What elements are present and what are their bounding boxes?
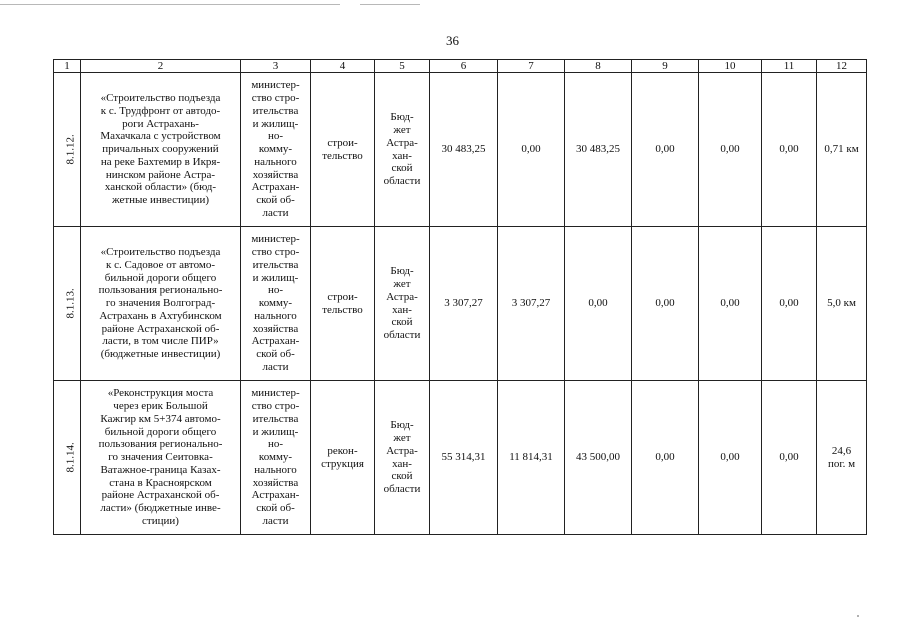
item-name: «Строительство подъезда к с. Садовое от автомо- бильной дороги общего пользования регионально- го значения Волгоград- Астрахань в Ахтубинском районе Астраханской об- ласти, в том числе ПИР» (бюджетные инвестиции): [81, 227, 241, 381]
item-value-10: 0,00: [699, 73, 762, 227]
item-total: 30 483,25: [430, 73, 498, 227]
column-header: 11: [762, 60, 817, 73]
item-capacity: 0,71 км: [817, 73, 867, 227]
item-funding-source: Бюд- жет Астра- хан- ской области: [375, 227, 430, 381]
column-header: 2: [81, 60, 241, 73]
item-value-7: 11 814,31: [498, 381, 565, 535]
item-value-11: 0,00: [762, 381, 817, 535]
table-row: [54, 227, 867, 381]
item-customer: министер- ство стро- ительства и жилищ- но- комму- нального хозяйства Астрахан- ской об- ласти: [241, 227, 311, 381]
program-table: [53, 59, 867, 535]
table-row: [54, 73, 867, 227]
page-number: 36: [446, 33, 459, 48]
item-value-8: 30 483,25: [565, 73, 632, 227]
scan-edge-line: [0, 4, 340, 5]
item-value-8: 0,00: [565, 227, 632, 381]
column-header: 1: [54, 60, 81, 73]
item-total: 55 314,31: [430, 381, 498, 535]
item-value-9: 0,00: [632, 227, 699, 381]
item-name: «Реконструкция моста через ерик Большой Кажгир км 5+374 автомо- бильной дороги общего пользования регионально- го значения Сеитовка- Ватажное-граница Казах- стана в Красноярском районе Астраханской об- ласти» (бюджетные инве- стиции): [81, 381, 241, 535]
item-value-7: 3 307,27: [498, 227, 565, 381]
scan-speck: [857, 615, 859, 617]
item-code-cell: [54, 381, 81, 535]
item-value-8: 43 500,00: [565, 381, 632, 535]
column-header: 6: [430, 60, 498, 73]
item-funding-source: Бюд- жет Астра- хан- ской области: [375, 73, 430, 227]
column-header: 8: [565, 60, 632, 73]
item-value-9: 0,00: [632, 381, 699, 535]
item-code-cell: [54, 227, 81, 381]
item-customer: министер- ство стро- ительства и жилищ- но- комму- нального хозяйства Астрахан- ской об- ласти: [241, 381, 311, 535]
item-customer: министер- ство стро- ительства и жилищ- но- комму- нального хозяйства Астрахан- ской об- ласти: [241, 73, 311, 227]
item-funding-source: Бюд- жет Астра- хан- ской области: [375, 381, 430, 535]
column-number-row: [54, 60, 867, 73]
item-value-9: 0,00: [632, 73, 699, 227]
item-total: 3 307,27: [430, 227, 498, 381]
column-header: 12: [817, 60, 867, 73]
column-header: 3: [241, 60, 311, 73]
item-code: 8.1.13.: [64, 288, 77, 319]
column-header: 5: [375, 60, 430, 73]
item-code-cell: [54, 73, 81, 227]
item-capacity: 24,6 пог. м: [817, 381, 867, 535]
scan-edge-line: [360, 4, 420, 5]
item-value-11: 0,00: [762, 73, 817, 227]
table-row: [54, 381, 867, 535]
column-header: 9: [632, 60, 699, 73]
column-header: 7: [498, 60, 565, 73]
item-value-10: 0,00: [699, 227, 762, 381]
item-code: 8.1.14.: [64, 442, 77, 473]
item-work-type: строи- тельство: [311, 227, 375, 381]
item-work-type: строи- тельство: [311, 73, 375, 227]
item-capacity: 5,0 км: [817, 227, 867, 381]
item-work-type: рекон- струкция: [311, 381, 375, 535]
item-value-10: 0,00: [699, 381, 762, 535]
item-code: 8.1.12.: [64, 134, 77, 165]
item-value-7: 0,00: [498, 73, 565, 227]
item-name: «Строительство подъезда к с. Трудфронт от автодо- роги Астрахань- Махачкала с устройством причальных сооружений на реке Бахтемир в Икря- нинском районе Астра- ханской области» (бюд- жетные инвестиции): [81, 73, 241, 227]
item-value-11: 0,00: [762, 227, 817, 381]
column-header: 4: [311, 60, 375, 73]
column-header: 10: [699, 60, 762, 73]
